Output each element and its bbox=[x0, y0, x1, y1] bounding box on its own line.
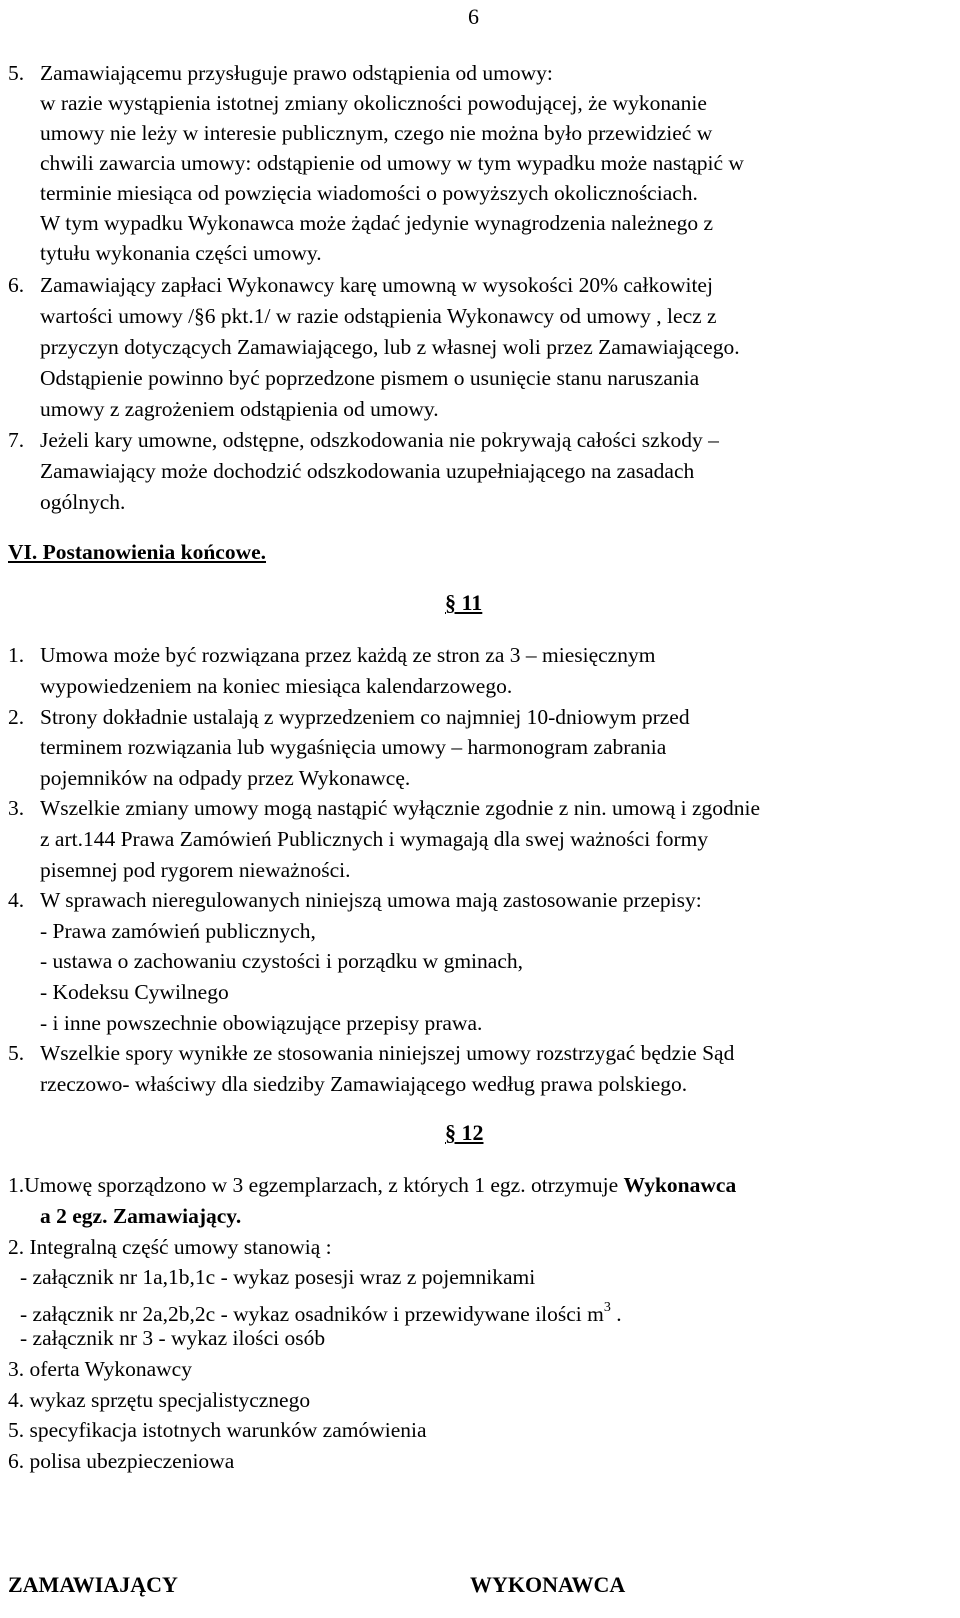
item-text-line: przyczyn dotyczących Zamawiającego, lub z własnej woli przez Zamawiającego. bbox=[40, 335, 740, 359]
paragraph-mark-11: § 11 bbox=[445, 590, 483, 615]
paragraph-mark-12: § 12 bbox=[445, 1120, 484, 1145]
item-number: 6. bbox=[8, 273, 25, 297]
final-line: a 2 egz. Zamawiający. bbox=[40, 1204, 242, 1228]
item-text-line: Wszelkie zmiany umowy mogą nastąpić wyłącznie zgodnie z nin. umową i zgodnie bbox=[40, 796, 761, 820]
item-text-line: z art.144 Prawa Zamówień Publicznych i wymagają dla swej ważności formy bbox=[40, 827, 709, 851]
attachment-line: - załącznik nr 1a,1b,1c - wykaz posesji wraz z pojemnikami bbox=[20, 1265, 536, 1289]
item-number: 5. bbox=[8, 1041, 25, 1065]
item-text-line: pojemników na odpady przez Wykonawcę. bbox=[40, 766, 411, 790]
signature-ordering-party: ZAMAWIAJĄCY bbox=[8, 1572, 178, 1597]
attachment-line: - załącznik nr 3 - wykaz ilości osób bbox=[20, 1326, 326, 1350]
item-number: 4. bbox=[8, 888, 25, 912]
item-text-line: chwili zawarcia umowy: odstąpienie od umowy w tym wypadku może nastąpić w bbox=[40, 151, 744, 175]
item-text-line: Umowa może być rozwiązana przez każdą ze stron za 3 – miesięcznym bbox=[40, 643, 656, 667]
item-text-line: w razie wystąpienia istotnej zmiany okoliczności powodującej, że wykonanie bbox=[40, 91, 707, 115]
item-text-line: - ustawa o zachowaniu czystości i porządku w gminach, bbox=[40, 949, 523, 973]
signature-contractor: WYKONAWCA bbox=[470, 1572, 626, 1597]
final-line: 4. wykaz sprzętu specjalistycznego bbox=[8, 1388, 311, 1412]
item-text-line: Jeżeli kary umowne, odstępne, odszkodowania nie pokrywają całości szkody – bbox=[40, 428, 719, 452]
item-text-line: umowy z zagrożeniem odstąpienia od umowy. bbox=[40, 397, 439, 421]
item-text-line: Wszelkie spory wynikłe ze stosowania niniejszej umowy rozstrzygać będzie Sąd bbox=[40, 1041, 735, 1065]
item-text-line: Zamawiający może dochodzić odszkodowania uzupełniającego na zasadach bbox=[40, 459, 695, 483]
item-text-line: - Kodeksu Cywilnego bbox=[40, 980, 229, 1004]
item-text-line: Odstąpienie powinno być poprzedzone pismem o usunięcie stanu naruszania bbox=[40, 366, 700, 390]
item-text-line: umowy nie leży w interesie publicznym, czego nie można było przewidzieć w bbox=[40, 121, 713, 145]
item-text-line: W sprawach nieregulowanych niniejszą umowa mają zastosowanie przepisy: bbox=[40, 888, 702, 912]
item-number: 3. bbox=[8, 796, 25, 820]
attachment-text-end: . bbox=[610, 1302, 622, 1326]
item-text-line: ogólnych. bbox=[40, 490, 126, 514]
item-text-line: wartości umowy /§6 pkt.1/ w razie odstąpienia Wykonawcy od umowy , lecz z bbox=[40, 304, 717, 328]
item-text-line: - i inne powszechnie obowiązujące przepisy prawa. bbox=[40, 1011, 483, 1035]
item-text-line: pisemnej pod rygorem nieważności. bbox=[40, 858, 351, 882]
item-text-line: terminem rozwiązania lub wygaśnięcia umowy – harmonogram zabrania bbox=[40, 735, 667, 759]
final-line bbox=[8, 1170, 736, 1200]
final-line: 6. polisa ubezpieczeniowa bbox=[8, 1449, 235, 1473]
item-number: 5. bbox=[8, 61, 25, 85]
item-number: 7. bbox=[8, 428, 25, 452]
final-line: 5. specyfikacja istotnych warunków zamówienia bbox=[8, 1418, 427, 1442]
contractor-name: Wykonawca bbox=[623, 1173, 737, 1197]
item-number: 2. bbox=[8, 705, 25, 729]
final-text: 1.Umowę sporządzono w 3 egzemplarzach, z których 1 egz. otrzymuje bbox=[8, 1173, 624, 1197]
attachment-text: - załącznik nr 2a,2b,2c - wykaz osadników i przewidywane ilości m bbox=[20, 1302, 604, 1326]
item-text-line: Strony dokładnie ustalają z wyprzedzeniem co najmniej 10-dniowym przed bbox=[40, 705, 690, 729]
item-text-line: - Prawa zamówień publicznych, bbox=[40, 919, 316, 943]
item-text-line: tytułu wykonania części umowy. bbox=[40, 241, 322, 265]
item-text-line: terminie miesiąca od powzięcia wiadomości o powyższych okolicznościach. bbox=[40, 181, 698, 205]
section-heading: VI. Postanowienia końcowe. bbox=[8, 540, 267, 564]
final-line: 3. oferta Wykonawcy bbox=[8, 1357, 192, 1381]
item-text-line: wypowiedzeniem na koniec miesiąca kalendarzowego. bbox=[40, 674, 513, 698]
page-number: 6 bbox=[468, 4, 479, 29]
item-text-line: rzeczowo- właściwy dla siedziby Zamawiającego według prawa polskiego. bbox=[40, 1072, 688, 1096]
item-text-line: Zamawiającemu przysługuje prawo odstąpienia od umowy: bbox=[40, 61, 553, 85]
superscript: 3 bbox=[603, 1300, 611, 1315]
item-number: 1. bbox=[8, 643, 25, 667]
item-text-line: Zamawiający zapłaci Wykonawcy karę umowną w wysokości 20% całkowitej bbox=[40, 273, 713, 297]
item-text-line: W tym wypadku Wykonawca może żądać jedynie wynagrodzenia należnego z bbox=[40, 211, 714, 235]
final-line: 2. Integralną część umowy stanowią : bbox=[8, 1235, 332, 1259]
